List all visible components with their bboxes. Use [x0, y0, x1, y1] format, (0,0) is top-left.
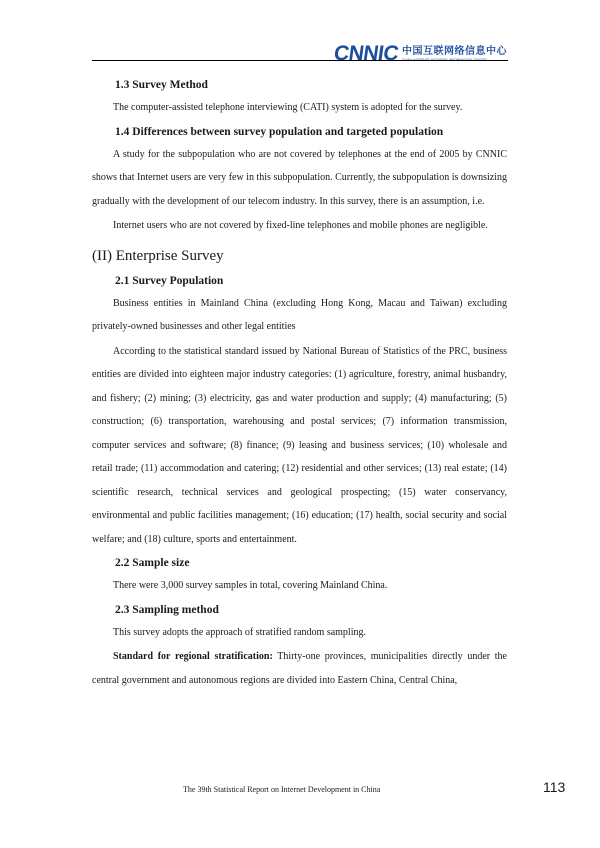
- section-1-3-heading: 1.3 Survey Method: [115, 79, 208, 91]
- section-1-4-heading: 1.4 Differences between survey population and targeted population: [115, 125, 444, 138]
- section-1-3-paragraph: The computer-assisted telephone interviewing (CATI) system is adopted for the survey.: [113, 102, 463, 113]
- cnnic-logo-mark: CNNIC: [332, 42, 400, 65]
- section-2-3-paragraph-1: This survey adopts the approach of stratified random sampling.: [113, 626, 366, 638]
- section-1-4-paragraph-1: A study for the subpopulation who are not covered by telephones at the end of 2005 by CNNIC shows that Internet users are very few in this subpopulation. Currently, the subpopulation is downsizing gradually with the development of our telecom industry. In this survey, there is an assumption, i.e.: [92, 148, 507, 207]
- page-number: 113: [543, 779, 566, 795]
- section-2-1-paragraph-2: According to the statistical standard issued by National Bureau of Statistics of the PRC, business entities are divided into eighteen major industry categories: (1) agriculture, forestry, animal husbandry, and fishery; (2) mining; (3) electricity, gas and water production and supply; (4) manufacturing; (5) construction; (6) transportation, warehousing and postal services; (7) information transmission, computer services and software; (8) finance; (9) leasing and business services; (10) wholesale and retail trade; (11) accommodation and catering; (12) residential and other services; (13) real estate; (14) scientific research, technical services and geological prospecting; (15) water conservancy, environmental and public facilities management; (16) education; (17) health, social security and social welfare; and (18) culture, sports and entertainment.: [92, 345, 507, 545]
- section-2-1-heading: 2.1 Survey Population: [115, 274, 224, 287]
- logo-chinese-name: 中国互联网络信息中心: [402, 45, 507, 57]
- regional-stratification-text: Thirty-one provinces, municipalities directly under the central government and autonomous regions are divided into Eastern China, Central China,: [92, 651, 507, 686]
- logo-english-name: CHINA INTERNET NETWORK INFORMATION CENTER: [402, 57, 487, 62]
- page-body: [92, 74, 507, 693]
- part-2-heading: (II) Enterprise Survey: [92, 247, 224, 264]
- footer-report-title: The 39th Statistical Report on Internet Development in China: [183, 785, 381, 794]
- section-2-3-paragraph-2: [92, 645, 507, 692]
- header-logo: [334, 42, 507, 66]
- section-1-4-paragraph-2: Internet users who are not covered by fixed-line telephones and mobile phones are negligible.: [113, 220, 488, 231]
- regional-stratification-label: Standard for regional stratification:: [113, 651, 273, 662]
- section-2-1-paragraph-1: Business entities in Mainland China (excluding Hong Kong, Macau and Taiwan) excluding privately-owned businesses and other legal entities: [92, 297, 507, 332]
- section-2-3-heading: 2.3 Sampling method: [115, 603, 219, 616]
- section-2-2-heading: 2.2 Sample size: [115, 557, 190, 569]
- section-2-2-paragraph: There were 3,000 survey samples in total, covering Mainland China.: [113, 580, 388, 591]
